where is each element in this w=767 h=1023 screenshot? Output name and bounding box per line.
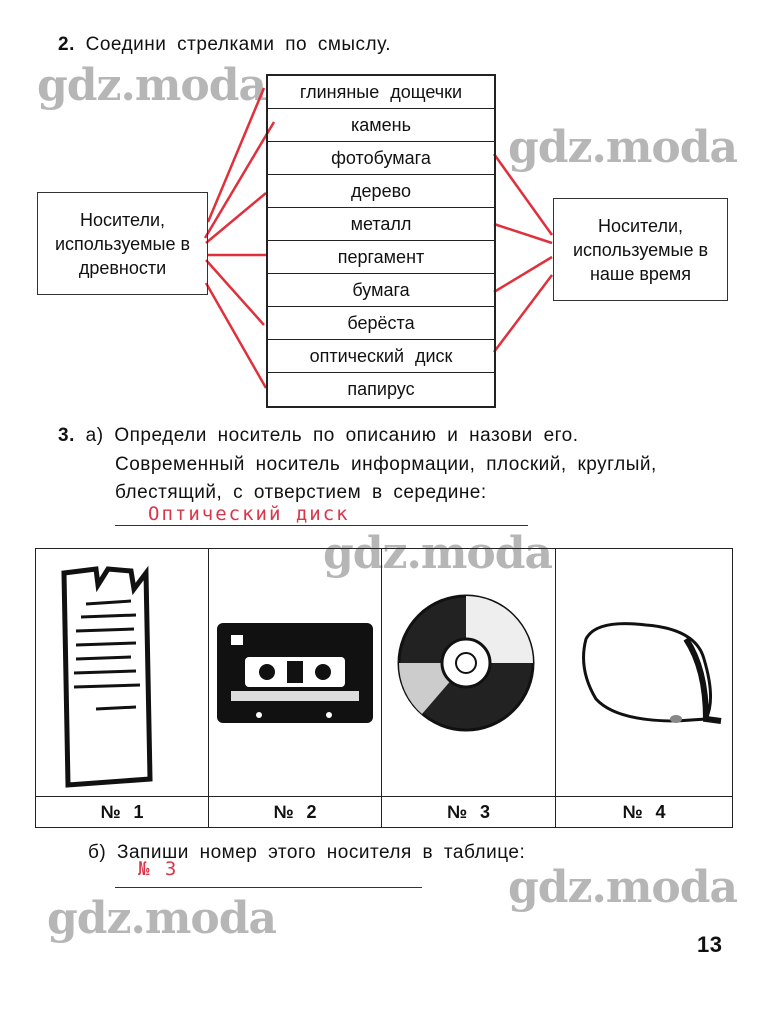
task-number: 2. [58,34,75,55]
link-line [494,154,552,235]
page-number: 13 [697,932,723,957]
cassette-icon [209,549,382,797]
optical-disc-icon [382,549,556,797]
answer-a: Оптический диск [148,503,350,525]
list-item: оптический диск [268,340,494,373]
list-item: бумага [268,274,494,307]
watermark: gdz.moda [508,862,738,913]
answer-line [115,525,528,526]
modern-media-box: Носители, используемые в наше время [553,198,728,301]
watermark: gdz.moda [37,60,267,111]
watermark: gdz.moda [508,122,738,173]
list-item: камень [268,109,494,142]
list-item: глиняные дощечки [268,76,494,109]
watermark: gdz.moda [323,528,553,579]
image-cell-4 [556,549,732,796]
task-text: Определи носитель по описанию и назови его. [114,425,579,446]
link-line [494,224,552,243]
link-line [206,193,266,243]
task-text: Современный носитель информации, плоский, круглый, [115,454,657,475]
part-label: а) [85,425,104,446]
ancient-media-box: Носители, используемые в древности [37,192,208,295]
answer-b: № 3 [138,858,179,880]
image-label: № 2 [209,796,382,827]
link-line [206,283,266,388]
image-label: № 3 [382,796,556,827]
media-images-table [35,548,733,828]
list-item: дерево [268,175,494,208]
task-text: блестящий, с отверстием в середине: [115,482,487,503]
link-line [205,122,274,238]
stone-icon [556,549,734,797]
image-cell-2 [209,549,382,796]
watermark: gdz.moda [47,893,277,944]
image-label: № 4 [556,796,732,827]
image-label: № 1 [36,796,209,827]
part-label: б) [88,842,107,863]
task-number: 3. [58,425,75,446]
list-item: папирус [347,379,415,399]
list-item: фотобумага [268,142,494,175]
task-text: Запиши номер этого носителя в таблице: [117,842,526,863]
papyrus-scroll-icon [36,549,209,797]
media-list [266,74,496,408]
answer-line [115,887,422,888]
task3-heading [58,425,579,447]
link-line [206,260,264,325]
image-cell-3 [382,549,556,796]
image-cell-1 [36,549,209,796]
list-item: берёста [268,307,494,340]
task-instruction: Соедини стрелками по смыслу. [85,34,392,55]
list-item: пергамент [268,241,494,274]
list-item: металл [268,208,494,241]
